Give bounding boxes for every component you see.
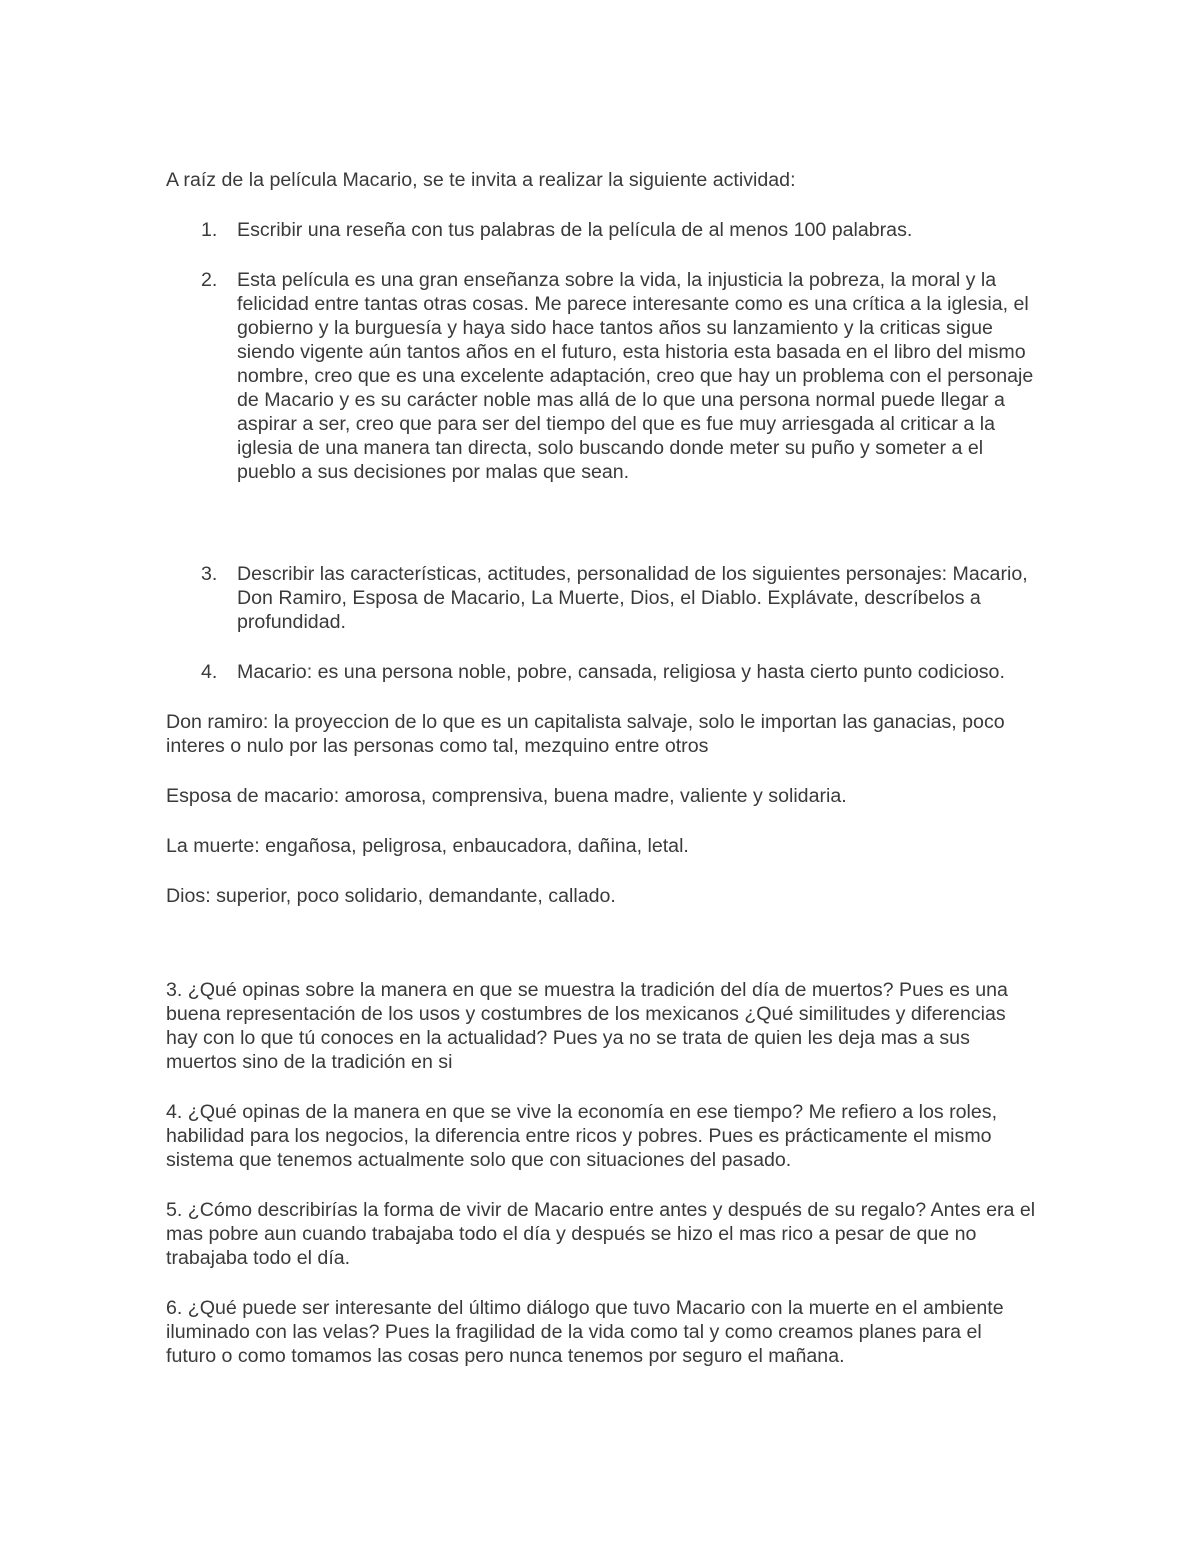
question-paragraph: 4. ¿Qué opinas de la manera en que se vive la economía en ese tiempo? Me refiero a los roles, habilidad para los negocios, la diferencia entre ricos y pobres. Pues es prácticamente el mismo sistema que tenemos actualmente solo que con situaciones del pasado. <box>166 1101 998 1171</box>
list-item-text: Macario: es una persona noble, pobre, cansada, religiosa y hasta cierto punto codicioso. <box>237 661 1005 683</box>
list-item-number: 1. <box>201 219 218 241</box>
document-page <box>166 168 1036 1394</box>
character-description-dios: Dios: superior, poco solidario, demandante, callado. <box>166 885 616 907</box>
list-item <box>166 660 1036 684</box>
question-paragraph: 5. ¿Cómo describirías la forma de vivir de Macario entre antes y después de su regalo? Antes era el mas pobre aun cuando trabajaba todo el día y después se hizo el mas rico a pesar de que no trabajaba todo el día. <box>166 1199 1036 1269</box>
list-item <box>166 562 1036 634</box>
questions-section <box>166 978 1036 1368</box>
character-description-muerte: La muerte: engañosa, peligrosa, enbaucadora, dañina, letal. <box>166 835 689 857</box>
activity-list <box>166 218 1036 684</box>
list-item-number: 2. <box>201 269 218 291</box>
list-item <box>166 268 1036 484</box>
character-description-don-ramiro: Don ramiro: la proyeccion de lo que es un capitalista salvaje, solo le importan las ganacias, poco interes o nulo por las personas como tal, mezquino entre otros <box>166 711 1005 757</box>
list-item-text: Esta película es una gran enseñanza sobre la vida, la injusticia la pobreza, la moral y la felicidad entre tantas otras cosas. Me parece interesante como es una crítica a la iglesia, el gobierno y la burguesía y haya sido hace tantos años su lanzamiento y la criticas sigue siendo vigente aún tantos años en el futuro, esta historia esta basada en el libro del mismo nombre, creo que es una excelente adaptación, creo que hay un problema con el personaje de Macario y es su carácter noble mas allá de lo que una persona normal puede llegar a aspirar a ser, creo que para ser del tiempo del que es fue muy arriesgada al criticar a la iglesia de una manera tan directa, solo buscando donde meter su puño y someter a el pueblo a sus decisiones por malas que sean. <box>237 269 1034 483</box>
list-item-text: Escribir una reseña con tus palabras de la película de al menos 100 palabras. <box>237 219 913 241</box>
list-item-text: Describir las características, actitudes, personalidad de los siguientes personajes: Macario, Don Ramiro, Esposa de Macario, La Muerte, Dios, el Diablo. Explávate, descríbelos a profundidad. <box>237 563 1028 633</box>
list-item <box>166 218 1036 242</box>
intro-paragraph: A raíz de la película Macario, se te invita a realizar la siguiente actividad: <box>166 169 796 191</box>
list-item-number: 4. <box>201 661 218 683</box>
question-paragraph: 6. ¿Qué puede ser interesante del último diálogo que tuvo Macario con la muerte en el ambiente iluminado con las velas? Pues la fragilidad de la vida como tal y como creamos planes para el futuro o como tomamos las cosas pero nunca tenemos por seguro el mañana. <box>166 1297 1004 1367</box>
question-paragraph: 3. ¿Qué opinas sobre la manera en que se muestra la tradición del día de muertos? Pues es una buena representación de los usos y costumbres de los mexicanos ¿Qué similitudes y diferencias hay con lo que tú conoces en la actualidad? Pues ya no se trata de quien les deja mas a sus muertos sino de la tradición en si <box>166 979 1008 1073</box>
character-description-esposa: Esposa de macario: amorosa, comprensiva, buena madre, valiente y solidaria. <box>166 785 847 807</box>
list-item-number: 3. <box>201 563 218 585</box>
